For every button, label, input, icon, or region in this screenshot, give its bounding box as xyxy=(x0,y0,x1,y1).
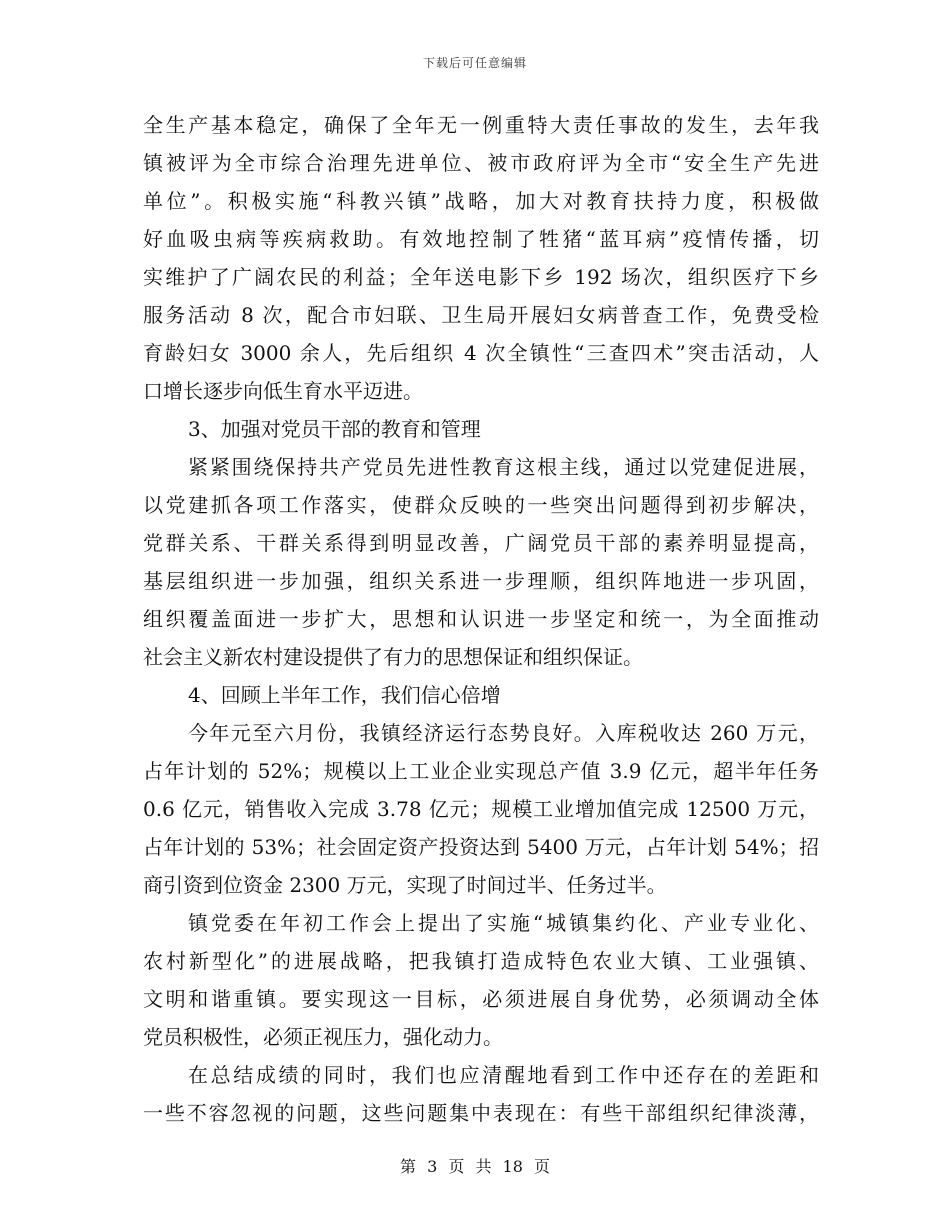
text-line: 全生产基本稳定，确保了全年无一例重特大责任事故的发生，去年我 xyxy=(143,113,819,137)
text-line: 在总结成绩的同时，我们也应清醒地看到工作中还存在的差距和 xyxy=(188,1063,819,1087)
text-line: 实维护了广阔农民的利益；全年送电影下乡 192 场次，组织医疗下乡 xyxy=(143,265,819,289)
text-line: 文明和谐重镇。要实现这一目标，必须进展自身优势，必须调动全体 xyxy=(143,987,819,1011)
text-line: 好血吸虫病等疾病救助。有效地控制了牲猪“蓝耳病”疫情传播，切 xyxy=(143,227,819,251)
text-line: 0.6 亿元，销售收入完成 3.78 亿元；规模工业增加值完成 12500 万元， xyxy=(143,797,819,821)
page-header: 下载后可任意编辑 xyxy=(422,56,527,70)
text-line: 占年计划的 53%；社会固定资产投资达到 5400 万元，占年计划 54%；招 xyxy=(143,835,819,859)
text-line: 今年元至六月份，我镇经济运行态势良好。入库税收达 260 万元， xyxy=(188,721,819,745)
text-line: 商引资到位资金 2300 万元，实现了时间过半、任务过半。 xyxy=(143,873,667,897)
section-heading: 4、回顾上半年工作，我们信心倍增 xyxy=(188,683,501,707)
text-line: 口增长逐步向低生育水平迈进。 xyxy=(143,379,423,403)
text-line: 育龄妇女 3000 余人，先后组织 4 次全镇性“三查四术”突击活动，人 xyxy=(143,341,819,365)
text-line: 党员积极性，必须正视压力，强化动力。 xyxy=(143,1025,503,1049)
text-line: 组织覆盖面进一步扩大，思想和认识进一步坚定和统一，为全面推动 xyxy=(143,607,819,631)
text-line: 农村新型化”的进展战略，把我镇打造成特色农业大镇、工业强镇、 xyxy=(143,949,819,973)
section-heading: 3、加强对党员干部的教育和管理 xyxy=(188,417,481,441)
text-line: 占年计划的 52%；规模以上工业企业实现总产值 3.9 亿元，超半年任务 xyxy=(143,759,819,783)
text-line: 镇党委在年初工作会上提出了实施“城镇集约化、产业专业化、 xyxy=(188,911,819,935)
text-line: 镇被评为全市综合治理先进单位、被市政府评为全市“安全生产先进 xyxy=(143,151,819,175)
text-line: 以党建抓各项工作落实，使群众反映的一些突出问题得到初步解决， xyxy=(143,493,819,517)
document-body xyxy=(143,106,819,1132)
text-line: 党群关系、干群关系得到明显改善，广阔党员干部的素养明显提高， xyxy=(143,531,819,555)
text-line: 紧紧围绕保持共产党员先进性教育这根主线，通过以党建促进展， xyxy=(188,455,819,479)
text-line: 单位”。积极实施“科教兴镇”战略，加大对教育扶持力度，积极做 xyxy=(143,189,819,213)
text-line: 社会主义新农村建设提供了有力的思想保证和组织保证。 xyxy=(143,645,643,669)
text-line: 服务活动 8 次，配合市妇联、卫生局开展妇女病普查工作，免费受检 xyxy=(143,303,819,327)
page-footer: 第 3 页 共 18 页 xyxy=(400,1157,550,1176)
text-line: 基层组织进一步加强，组织关系进一步理顺，组织阵地进一步巩固， xyxy=(143,569,819,593)
text-line: 一些不容忽视的问题，这些问题集中表现在：有些干部组织纪律淡薄， xyxy=(143,1101,819,1125)
